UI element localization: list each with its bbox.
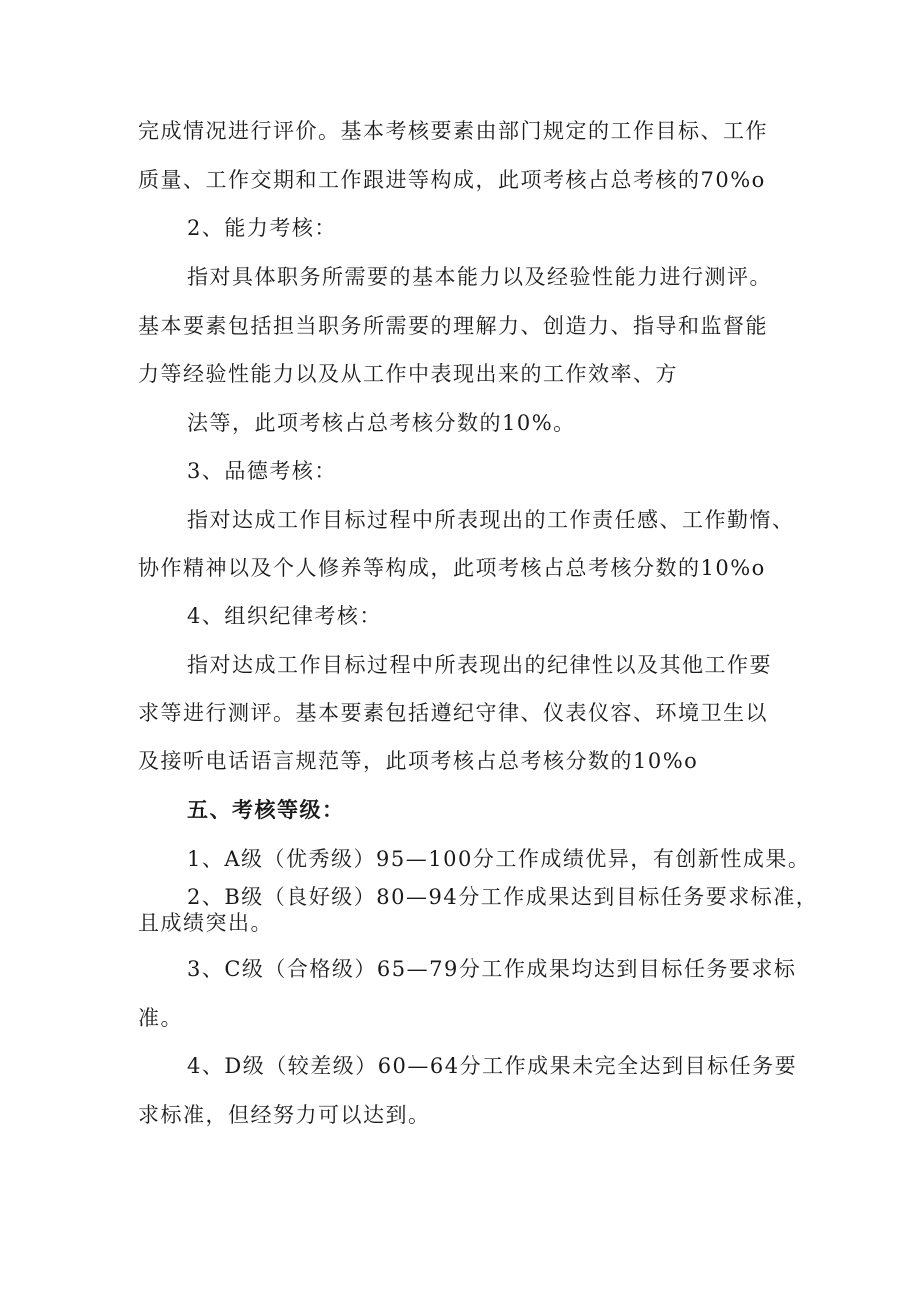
section-heading-grades: 五、考核等级： [187,798,345,822]
paragraph-line: 指对达成工作目标过程中所表现出的纪律性以及其他工作要 [187,653,772,677]
grade-d-line: 4、D级（较差级）60—64分工作成果未完全达到目标任务要 [187,1054,798,1078]
paragraph-line: 基本要素包括担当职务所需要的理解力、创造力、指导和监督能 [138,314,768,338]
paragraph-line: 指对具体职务所需要的基本能力以及经验性能力进行测评。 [187,265,772,289]
paragraph-line: 求标准，但经努力可以达到。 [138,1103,431,1127]
paragraph-line: 质量、工作交期和工作跟进等构成，此项考核占总考核的70%o [138,168,766,192]
grade-c-line: 3、C级（合格级）65—79分工作成果均达到目标任务要求标 [187,957,797,981]
paragraph-line: 准。 [138,1006,183,1030]
section-heading-moral: 3、品德考核： [187,459,337,483]
section-heading-ability: 2、能力考核： [187,216,337,240]
paragraph-line: 及接听电话语言规范等，此项考核占总考核分数的10%o [138,749,699,773]
paragraph-line: 完成情况进行评价。基本考核要素由部门规定的工作目标、工作 [138,119,768,143]
paragraph-line: 且成绩突出。 [138,911,273,935]
section-heading-discipline: 4、组织纪律考核： [187,604,382,628]
grade-b-line: 2、B级（良好级）80—94分工作成果达到目标任务要求标准， [187,885,819,909]
paragraph-line: 协作精神以及个人修养等构成，此项考核占总考核分数的10%o [138,556,766,580]
paragraph-line: 力等经验性能力以及从工作中表现出来的工作效率、方 [138,362,678,386]
grade-a-line: 1、A级（优秀级）95—100分工作成绩优异，有创新性成果。 [187,847,811,871]
paragraph-line: 法等，此项考核占总考核分数的10%。 [187,411,576,435]
paragraph-line: 指对达成工作目标过程中所表现出的工作责任感、工作勤惰、 [187,508,795,532]
paragraph-line: 求等进行测评。基本要素包括遵纪守律、仪表仪容、环境卫生以 [138,701,768,725]
